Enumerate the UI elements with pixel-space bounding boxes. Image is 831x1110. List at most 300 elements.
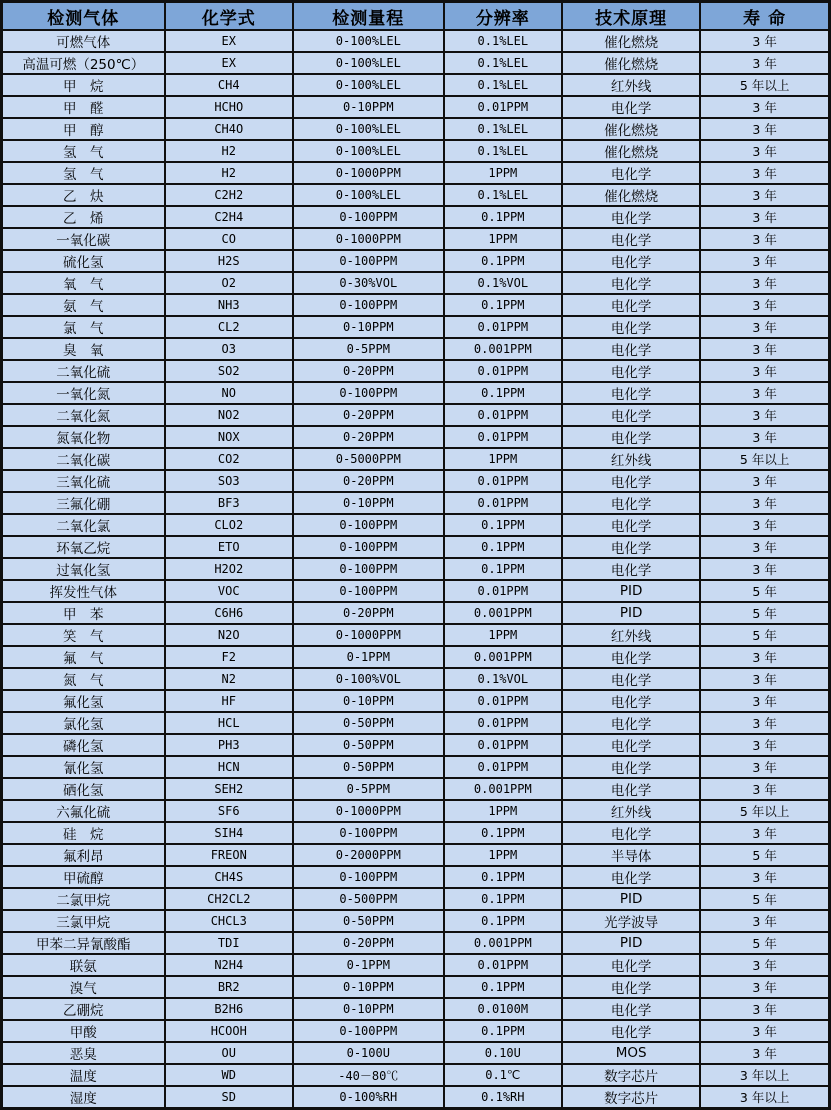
table-row [2, 382, 830, 404]
cell: 0.001PPM [444, 602, 562, 624]
cell: 0.1%LEL [444, 30, 562, 52]
cell: VOC [165, 580, 293, 602]
cell: 3 年 [700, 1020, 829, 1042]
cell: 0-100%LEL [293, 30, 444, 52]
cell: 二氧化氯 [2, 514, 165, 536]
column-header: 化学式 [165, 2, 293, 31]
table-row [2, 74, 830, 96]
cell: 3 年 [700, 866, 829, 888]
cell: 3 年 [700, 96, 829, 118]
cell: 0.1PPM [444, 910, 562, 932]
cell: 3 年 [700, 426, 829, 448]
cell: CH4S [165, 866, 293, 888]
cell: 3 年以上 [700, 1064, 829, 1086]
cell: PID [562, 932, 700, 954]
cell: 电化学 [562, 822, 700, 844]
cell: 0.1PPM [444, 536, 562, 558]
cell: 0-100PPM [293, 294, 444, 316]
cell: 0.1%RH [444, 1086, 562, 1109]
cell: F2 [165, 646, 293, 668]
cell: 0-1000PPM [293, 624, 444, 646]
cell: 5 年 [700, 602, 829, 624]
table-row [2, 580, 830, 602]
cell: 甲 烷 [2, 74, 165, 96]
cell: 1PPM [444, 228, 562, 250]
cell: 0.1PPM [444, 976, 562, 998]
cell: 0-10PPM [293, 96, 444, 118]
cell: 二氯甲烷 [2, 888, 165, 910]
cell: 0.10U [444, 1042, 562, 1064]
cell: 电化学 [562, 734, 700, 756]
cell: 催化燃烧 [562, 184, 700, 206]
cell: 3 年 [700, 118, 829, 140]
cell: 红外线 [562, 74, 700, 96]
cell: 3 年 [700, 272, 829, 294]
cell: 0.01PPM [444, 690, 562, 712]
cell: FREON [165, 844, 293, 866]
cell: 三氟化硼 [2, 492, 165, 514]
cell: 0-100%VOL [293, 668, 444, 690]
cell: 催化燃烧 [562, 52, 700, 74]
cell: 3 年 [700, 52, 829, 74]
cell: 0-10PPM [293, 998, 444, 1020]
cell: 0.1%LEL [444, 118, 562, 140]
table-row [2, 228, 830, 250]
cell: 1PPM [444, 844, 562, 866]
cell: 0-20PPM [293, 932, 444, 954]
cell: 二氧化氮 [2, 404, 165, 426]
cell: CO [165, 228, 293, 250]
cell: 0-100%LEL [293, 52, 444, 74]
table-row [2, 1042, 830, 1064]
cell: 3 年 [700, 646, 829, 668]
cell: SO2 [165, 360, 293, 382]
cell: 0-1PPM [293, 646, 444, 668]
cell: 0.1PPM [444, 514, 562, 536]
cell: 0-2000PPM [293, 844, 444, 866]
cell: O2 [165, 272, 293, 294]
table-row [2, 470, 830, 492]
cell: EX [165, 30, 293, 52]
cell: 挥发性气体 [2, 580, 165, 602]
cell: 0.01PPM [444, 492, 562, 514]
cell: 5 年以上 [700, 800, 829, 822]
cell: 0-20PPM [293, 426, 444, 448]
cell: 0.1%LEL [444, 74, 562, 96]
cell: 磷化氢 [2, 734, 165, 756]
cell: 0-1000PPM [293, 228, 444, 250]
cell: 电化学 [562, 492, 700, 514]
table-row [2, 668, 830, 690]
table-row [2, 492, 830, 514]
table-row [2, 162, 830, 184]
cell: ETO [165, 536, 293, 558]
cell: C2H2 [165, 184, 293, 206]
cell: -40－80℃ [293, 1064, 444, 1086]
cell: 氮 气 [2, 668, 165, 690]
cell: 氧 气 [2, 272, 165, 294]
cell: NOX [165, 426, 293, 448]
cell: 电化学 [562, 426, 700, 448]
cell: 乙 炔 [2, 184, 165, 206]
cell: 0.001PPM [444, 778, 562, 800]
cell: 5 年 [700, 844, 829, 866]
cell: 温度 [2, 1064, 165, 1086]
cell: 电化学 [562, 404, 700, 426]
cell: 0.001PPM [444, 932, 562, 954]
cell: 0-1PPM [293, 954, 444, 976]
cell: 六氟化硫 [2, 800, 165, 822]
cell: 甲 苯 [2, 602, 165, 624]
cell: 电化学 [562, 712, 700, 734]
cell: 0-100PPM [293, 822, 444, 844]
cell: 5 年以上 [700, 74, 829, 96]
cell: PID [562, 580, 700, 602]
cell: 0-100PPM [293, 206, 444, 228]
cell: 0.001PPM [444, 338, 562, 360]
cell: SIH4 [165, 822, 293, 844]
cell: 3 年 [700, 712, 829, 734]
cell: 0.1%VOL [444, 668, 562, 690]
cell: 高温可燃（250℃） [2, 52, 165, 74]
cell: 0-20PPM [293, 360, 444, 382]
cell: 红外线 [562, 800, 700, 822]
cell: 0-100%LEL [293, 118, 444, 140]
table-body [2, 30, 830, 1109]
table-header [2, 2, 830, 31]
cell: 0-100PPM [293, 250, 444, 272]
cell: 3 年 [700, 536, 829, 558]
cell: 3 年 [700, 184, 829, 206]
table-row [2, 1064, 830, 1086]
table-row [2, 976, 830, 998]
table-row [2, 624, 830, 646]
cell: 0-100PPM [293, 558, 444, 580]
cell: WD [165, 1064, 293, 1086]
cell: 1PPM [444, 800, 562, 822]
table-row [2, 514, 830, 536]
cell: 0.0100M [444, 998, 562, 1020]
column-header: 分辨率 [444, 2, 562, 31]
cell: 联氨 [2, 954, 165, 976]
header-row [2, 2, 830, 31]
cell: 电化学 [562, 536, 700, 558]
cell: 0.1PPM [444, 1020, 562, 1042]
table-row [2, 206, 830, 228]
table-row [2, 250, 830, 272]
cell: 0.001PPM [444, 646, 562, 668]
cell: PH3 [165, 734, 293, 756]
cell: 氯 气 [2, 316, 165, 338]
cell: EX [165, 52, 293, 74]
column-header: 检测量程 [293, 2, 444, 31]
cell: 3 年 [700, 998, 829, 1020]
table-row [2, 954, 830, 976]
cell: 恶臭 [2, 1042, 165, 1064]
cell: 0-100PPM [293, 382, 444, 404]
cell: 电化学 [562, 360, 700, 382]
table-row [2, 426, 830, 448]
cell: 0.1PPM [444, 294, 562, 316]
cell: 3 年 [700, 734, 829, 756]
cell: 3 年 [700, 338, 829, 360]
cell: 一氧化碳 [2, 228, 165, 250]
cell: 甲 醛 [2, 96, 165, 118]
cell: 0-20PPM [293, 470, 444, 492]
cell: 0-5000PPM [293, 448, 444, 470]
cell: 氰化氢 [2, 756, 165, 778]
table-row [2, 756, 830, 778]
table-row [2, 734, 830, 756]
cell: 红外线 [562, 624, 700, 646]
cell: 半导体 [562, 844, 700, 866]
cell: HCN [165, 756, 293, 778]
table-row [2, 712, 830, 734]
cell: 数字芯片 [562, 1086, 700, 1109]
cell: 电化学 [562, 756, 700, 778]
cell: C2H4 [165, 206, 293, 228]
cell: 电化学 [562, 668, 700, 690]
cell: 硅 烷 [2, 822, 165, 844]
cell: SEH2 [165, 778, 293, 800]
cell: 0-100%LEL [293, 74, 444, 96]
cell: 3 年 [700, 404, 829, 426]
cell: 0-100%LEL [293, 184, 444, 206]
cell: 三氯甲烷 [2, 910, 165, 932]
table-row [2, 96, 830, 118]
cell: 过氧化氢 [2, 558, 165, 580]
cell: 电化学 [562, 294, 700, 316]
cell: 1PPM [444, 162, 562, 184]
cell: 电化学 [562, 954, 700, 976]
cell: 0.1PPM [444, 822, 562, 844]
cell: 电化学 [562, 690, 700, 712]
cell: 3 年 [700, 382, 829, 404]
cell: 氮氧化物 [2, 426, 165, 448]
cell: BF3 [165, 492, 293, 514]
cell: 0-30%VOL [293, 272, 444, 294]
table-row [2, 118, 830, 140]
cell: 0.1%LEL [444, 184, 562, 206]
cell: 0.01PPM [444, 96, 562, 118]
table-row [2, 1020, 830, 1042]
cell: 0-500PPM [293, 888, 444, 910]
cell: 0-50PPM [293, 734, 444, 756]
column-header: 寿 命 [700, 2, 829, 31]
cell: 电化学 [562, 976, 700, 998]
cell: 0-5PPM [293, 338, 444, 360]
cell: 湿度 [2, 1086, 165, 1109]
column-header: 检测气体 [2, 2, 165, 31]
cell: 氨 气 [2, 294, 165, 316]
cell: 1PPM [444, 448, 562, 470]
cell: 3 年 [700, 140, 829, 162]
cell: 电化学 [562, 866, 700, 888]
cell: 0.1%LEL [444, 52, 562, 74]
cell: 氟利昂 [2, 844, 165, 866]
cell: 0.1PPM [444, 888, 562, 910]
cell: 0-50PPM [293, 910, 444, 932]
cell: 笑 气 [2, 624, 165, 646]
cell: NO [165, 382, 293, 404]
cell: 电化学 [562, 514, 700, 536]
cell: 0.01PPM [444, 734, 562, 756]
cell: 0-10PPM [293, 316, 444, 338]
table-row [2, 800, 830, 822]
cell: 0-100%LEL [293, 140, 444, 162]
cell: 3 年 [700, 228, 829, 250]
cell: 3 年以上 [700, 1086, 829, 1109]
cell: 0.1%VOL [444, 272, 562, 294]
cell: 0.1PPM [444, 866, 562, 888]
table-row [2, 646, 830, 668]
cell: CL2 [165, 316, 293, 338]
cell: 红外线 [562, 448, 700, 470]
cell: CH4 [165, 74, 293, 96]
cell: 可燃气体 [2, 30, 165, 52]
cell: 3 年 [700, 492, 829, 514]
cell: 0-100PPM [293, 866, 444, 888]
cell: PID [562, 888, 700, 910]
cell: 甲酸 [2, 1020, 165, 1042]
cell: 氢 气 [2, 162, 165, 184]
cell: SD [165, 1086, 293, 1109]
table-row [2, 316, 830, 338]
table-row [2, 1086, 830, 1109]
cell: 3 年 [700, 206, 829, 228]
cell: 甲硫醇 [2, 866, 165, 888]
cell: 0-50PPM [293, 712, 444, 734]
cell: C6H6 [165, 602, 293, 624]
cell: 0.01PPM [444, 316, 562, 338]
table-row [2, 184, 830, 206]
cell: 催化燃烧 [562, 30, 700, 52]
cell: 0.01PPM [444, 470, 562, 492]
cell: 3 年 [700, 30, 829, 52]
cell: 电化学 [562, 206, 700, 228]
cell: 硫化氢 [2, 250, 165, 272]
cell: PID [562, 602, 700, 624]
cell: CH2CL2 [165, 888, 293, 910]
cell: 电化学 [562, 558, 700, 580]
cell: 3 年 [700, 690, 829, 712]
cell: 3 年 [700, 910, 829, 932]
cell: 3 年 [700, 558, 829, 580]
cell: 溴气 [2, 976, 165, 998]
cell: 0-20PPM [293, 602, 444, 624]
cell: 3 年 [700, 360, 829, 382]
table-row [2, 844, 830, 866]
cell: 氯化氢 [2, 712, 165, 734]
cell: 0-100PPM [293, 1020, 444, 1042]
cell: 电化学 [562, 338, 700, 360]
table-row [2, 866, 830, 888]
cell: 3 年 [700, 514, 829, 536]
cell: 乙硼烷 [2, 998, 165, 1020]
cell: 电化学 [562, 382, 700, 404]
cell: 3 年 [700, 976, 829, 998]
cell: 0-100PPM [293, 580, 444, 602]
cell: 甲苯二异氰酸酯 [2, 932, 165, 954]
cell: 3 年 [700, 294, 829, 316]
table-row [2, 448, 830, 470]
cell: 电化学 [562, 998, 700, 1020]
cell: 0-10PPM [293, 690, 444, 712]
cell: 电化学 [562, 96, 700, 118]
cell: CLO2 [165, 514, 293, 536]
cell: 5 年 [700, 624, 829, 646]
table-row [2, 140, 830, 162]
cell: 电化学 [562, 162, 700, 184]
cell: 电化学 [562, 778, 700, 800]
cell: 5 年 [700, 580, 829, 602]
cell: OU [165, 1042, 293, 1064]
cell: 3 年 [700, 954, 829, 976]
cell: N2 [165, 668, 293, 690]
cell: 环氧乙烷 [2, 536, 165, 558]
cell: N2H4 [165, 954, 293, 976]
cell: 数字芯片 [562, 1064, 700, 1086]
cell: 0.01PPM [444, 756, 562, 778]
cell: 0-100PPM [293, 514, 444, 536]
cell: 电化学 [562, 1020, 700, 1042]
cell: 0-50PPM [293, 756, 444, 778]
cell: NH3 [165, 294, 293, 316]
cell: 电化学 [562, 250, 700, 272]
cell: CH4O [165, 118, 293, 140]
cell: 3 年 [700, 778, 829, 800]
cell: HCHO [165, 96, 293, 118]
cell: 3 年 [700, 668, 829, 690]
table-row [2, 272, 830, 294]
table-row [2, 778, 830, 800]
cell: N2O [165, 624, 293, 646]
table-row [2, 932, 830, 954]
cell: CHCL3 [165, 910, 293, 932]
table-row [2, 338, 830, 360]
cell: 3 年 [700, 822, 829, 844]
cell: H2S [165, 250, 293, 272]
cell: 0-10PPM [293, 492, 444, 514]
cell: 0.1PPM [444, 382, 562, 404]
cell: 甲 醇 [2, 118, 165, 140]
cell: 3 年 [700, 756, 829, 778]
cell: 0.1℃ [444, 1064, 562, 1086]
cell: NO2 [165, 404, 293, 426]
cell: 电化学 [562, 470, 700, 492]
cell: 0.01PPM [444, 360, 562, 382]
table-row [2, 30, 830, 52]
cell: 电化学 [562, 316, 700, 338]
cell: 0-1000PPM [293, 162, 444, 184]
cell: 三氧化硫 [2, 470, 165, 492]
cell: 0.1PPM [444, 206, 562, 228]
cell: 0-10PPM [293, 976, 444, 998]
cell: 3 年 [700, 1042, 829, 1064]
table-row [2, 822, 830, 844]
cell: HF [165, 690, 293, 712]
cell: HCOOH [165, 1020, 293, 1042]
cell: 一氧化氮 [2, 382, 165, 404]
cell: 0.01PPM [444, 426, 562, 448]
cell: 催化燃烧 [562, 118, 700, 140]
cell: 0-100%RH [293, 1086, 444, 1109]
cell: 5 年 [700, 932, 829, 954]
cell: 0.1PPM [444, 558, 562, 580]
cell: 二氧化硫 [2, 360, 165, 382]
cell: 氢 气 [2, 140, 165, 162]
cell: HCL [165, 712, 293, 734]
